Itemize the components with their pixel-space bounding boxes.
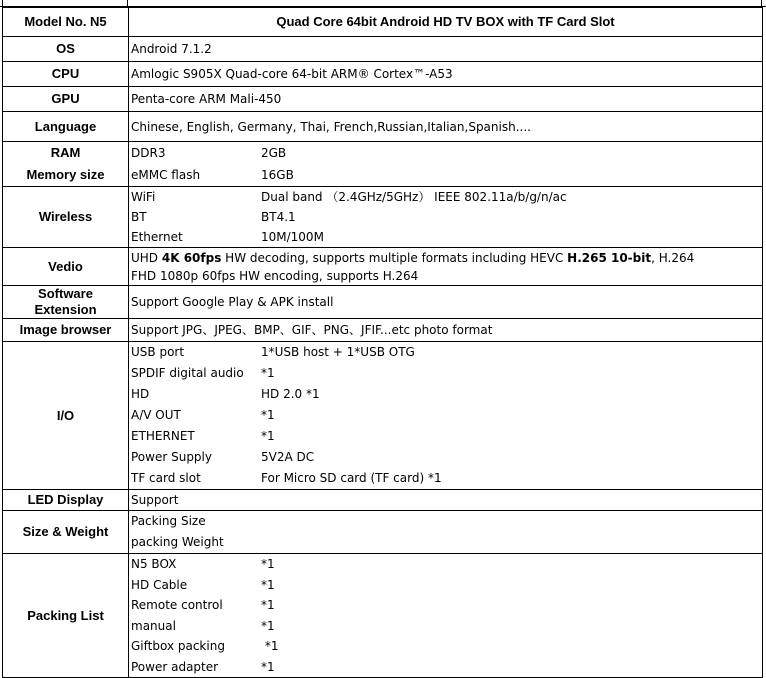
io-label: I/O [3, 342, 129, 490]
header-row [3, 8, 763, 37]
row-io [3, 342, 763, 490]
packing-item [131, 595, 760, 616]
io-item [131, 447, 760, 468]
row-packing [3, 554, 763, 678]
wireless-value: 10M/100M [261, 230, 324, 244]
ram-label-cell [3, 142, 129, 187]
product-title: Quad Core 64bit Android HD TV BOX with TF Card Slot [129, 8, 763, 37]
video-line-1 [131, 249, 760, 267]
size-weight-value-cell [129, 511, 763, 554]
io-key: HD [131, 387, 150, 401]
row-gpu [3, 87, 763, 112]
io-key: Power Supply [131, 450, 212, 464]
io-value: 1*USB host + 1*USB OTG [261, 345, 415, 359]
os-label: OS [3, 37, 129, 62]
wireless-item [131, 187, 760, 207]
io-item [131, 363, 760, 384]
size-weight-label: Size & Weight [3, 511, 129, 554]
cpu-label: CPU [3, 62, 129, 87]
row-image-browser [3, 319, 763, 342]
video-highlight: H.265 10-bit [567, 250, 652, 265]
row-language [3, 112, 763, 142]
packing-item [131, 657, 760, 678]
size-weight-item: Packing Size [131, 514, 206, 528]
io-item [131, 426, 760, 447]
wireless-key: WiFi [131, 190, 156, 204]
io-value: For Micro SD card (TF card) *1 [261, 471, 442, 485]
wireless-value: BT4.1 [261, 210, 296, 224]
ram-key: DDR3 [131, 146, 166, 160]
wireless-key: BT [131, 210, 147, 224]
packing-value-cell [129, 554, 763, 678]
os-value: Android 7.1.2 [129, 37, 763, 62]
image-browser-label: Image browser [3, 319, 129, 342]
wireless-value-cell [129, 187, 763, 248]
software-label: Software [38, 286, 93, 301]
row-os [3, 37, 763, 62]
packing-key: HD Cable [131, 577, 188, 592]
wireless-key: Ethernet [131, 230, 183, 244]
packing-value: *1 [261, 618, 275, 633]
io-value: *1 [261, 429, 275, 443]
io-value-cell [129, 342, 763, 490]
wireless-value: Dual band （2.4GHz/5GHz） IEEE 802.11a/b/g/n/ac [261, 190, 567, 204]
model-label: Model No. N5 [3, 8, 129, 37]
packing-value: *1 [261, 598, 275, 612]
packing-key: Remote control [131, 598, 223, 612]
video-text: UHD [131, 250, 162, 265]
extension-label: Extension [34, 302, 97, 317]
language-value: Chinese, English, Germany, Thai, French,Russian,Italian,Spanish.... [129, 112, 763, 142]
io-key: TF card slot [131, 471, 201, 485]
wireless-item [131, 227, 760, 247]
packing-item [131, 636, 760, 657]
io-item [131, 468, 760, 489]
packing-item [131, 616, 760, 637]
packing-value: *1 [261, 639, 279, 653]
gpu-label: GPU [3, 87, 129, 112]
video-text: HW decoding, supports multiple formats including HEVC [221, 250, 568, 265]
io-value: *1 [261, 408, 275, 422]
packing-key: N5 BOX [131, 557, 177, 571]
packing-value: *1 [261, 557, 275, 571]
language-label: Language [3, 112, 129, 142]
wireless-item [131, 207, 760, 227]
row-software [3, 286, 763, 319]
ram-line [131, 142, 760, 164]
software-label-cell [3, 286, 129, 319]
led-label: LED Display [3, 490, 129, 511]
cpu-value: Amlogic S905X Quad-core 64-bit ARM® Cortex™-A53 [129, 62, 763, 87]
row-wireless [3, 187, 763, 248]
io-item [131, 342, 760, 363]
io-key: USB port [131, 345, 185, 359]
io-item [131, 405, 760, 426]
video-label: Vedio [3, 248, 129, 286]
video-value-cell [129, 248, 763, 286]
size-weight-item: packing Weight [131, 535, 224, 549]
packing-key: Power adapter [131, 659, 219, 674]
row-cpu [3, 62, 763, 87]
io-key: A/V OUT [131, 408, 181, 422]
row-video [3, 248, 763, 286]
video-highlight: 4K 60fps [161, 250, 222, 265]
packing-value: *1 [261, 659, 275, 674]
video-text: , H.264 [651, 250, 695, 265]
io-key: SPDIF digital audio [131, 366, 244, 380]
gpu-value: Penta-core ARM Mali-450 [129, 87, 763, 112]
row-size-weight [3, 511, 763, 554]
memory-key: eMMC flash [131, 168, 201, 182]
led-value: Support [129, 490, 763, 511]
row-led [3, 490, 763, 511]
memory-value: 16GB [261, 168, 294, 182]
packing-item [131, 554, 760, 575]
packing-value: *1 [261, 577, 275, 592]
io-item [131, 384, 760, 405]
io-key: ETHERNET [131, 429, 195, 443]
row-ram [3, 142, 763, 187]
io-value: *1 [261, 366, 275, 380]
memory-size-label: Memory size [26, 167, 105, 182]
ram-value: 2GB [261, 146, 287, 160]
memory-line [131, 164, 760, 186]
packing-key: manual [131, 618, 176, 633]
spec-table [2, 7, 763, 678]
packing-item [131, 575, 760, 596]
software-value: Support Google Play & APK install [129, 286, 763, 319]
ram-label: RAM [50, 145, 81, 160]
io-value: 5V2A DC [261, 450, 315, 464]
io-value: HD 2.0 *1 [261, 387, 320, 401]
wireless-label: Wireless [3, 187, 129, 248]
packing-key: Giftbox packing [131, 639, 225, 653]
video-line-2: FHD 1080p 60fps HW encoding, supports H.264 [131, 268, 419, 283]
top-rule [0, 0, 766, 7]
ram-value-cell [129, 142, 763, 187]
image-browser-value: Support JPG、JPEG、BMP、GIF、PNG、JFIF...etc photo format [129, 319, 763, 342]
packing-label: Packing List [3, 554, 129, 678]
